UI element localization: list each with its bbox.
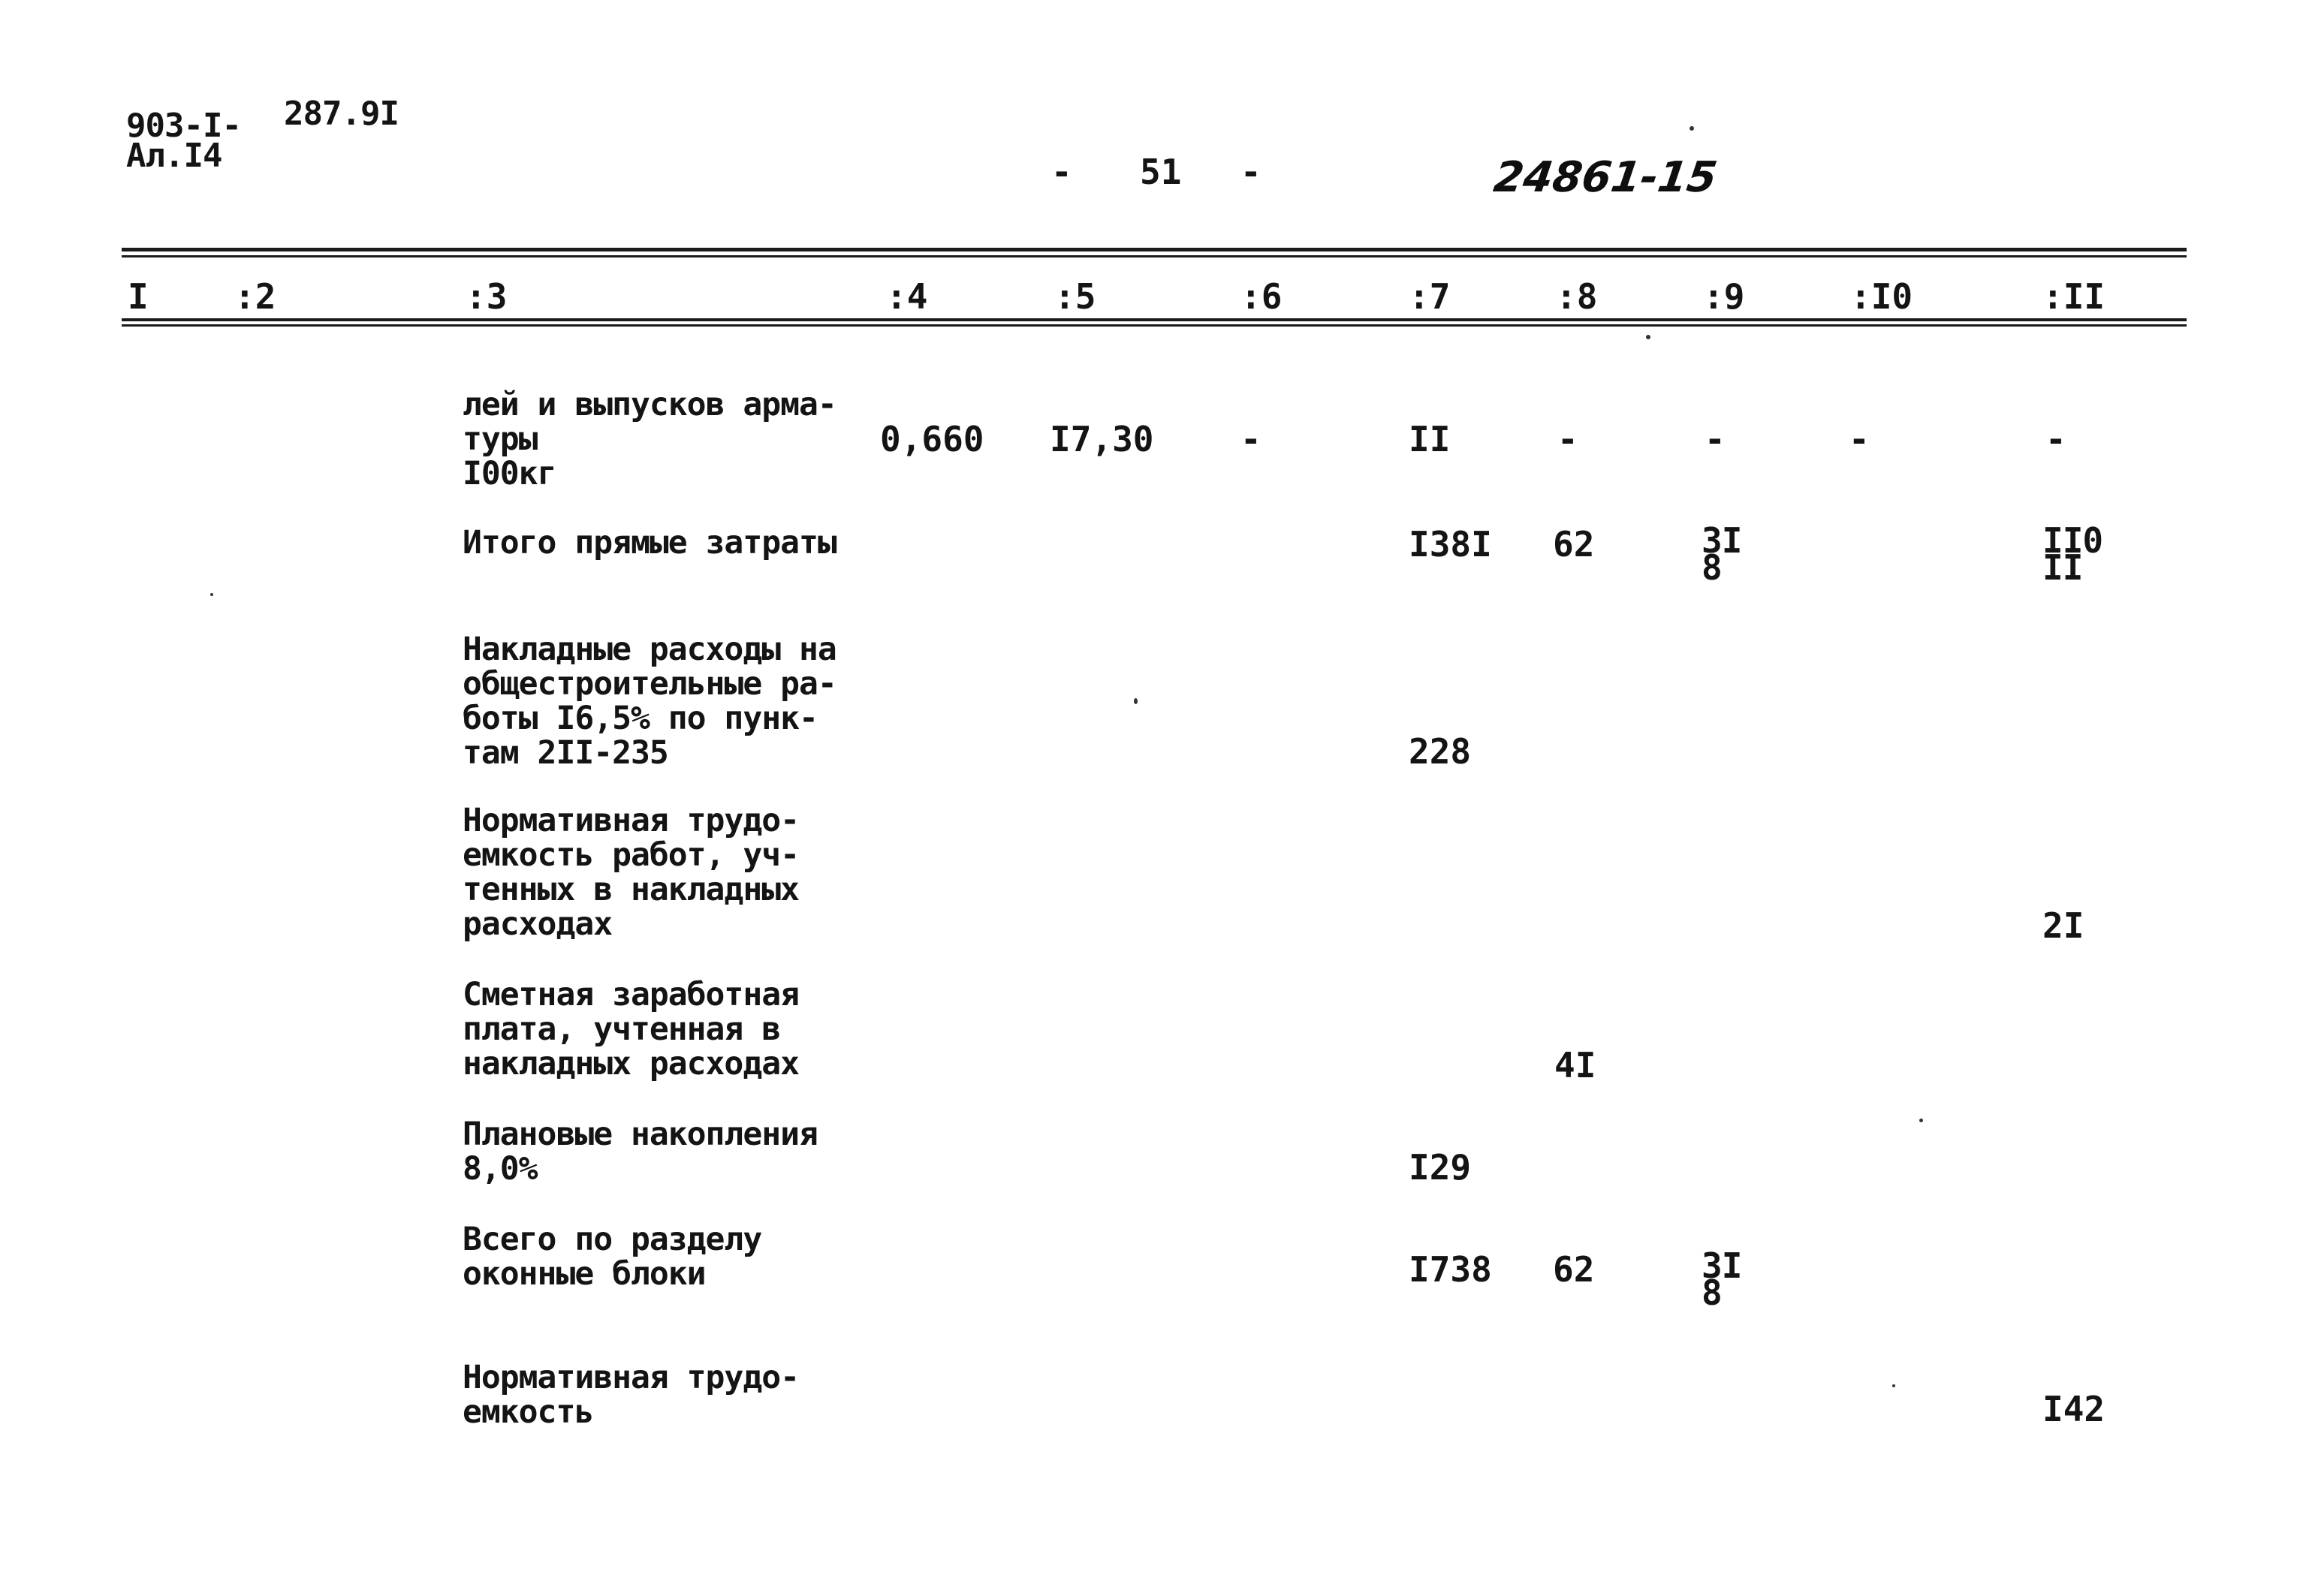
col-header-10: :I0 [1850, 276, 1913, 317]
scan-speck [210, 593, 213, 596]
cell-col8: 62 [1553, 1249, 1595, 1290]
col-header-2: :2 [234, 276, 276, 317]
document-number: 903-I- [126, 107, 241, 145]
row-description: лей и выпусков арма- туры I00кг [463, 386, 836, 492]
header-bottom-rule-2 [122, 324, 2187, 327]
row-description: Итого прямые затраты [463, 524, 836, 562]
row-description: Нормативная трудо- емкость [463, 1359, 799, 1431]
page-dash-right: - [1240, 152, 1262, 192]
col-header-1: I [128, 276, 149, 317]
row-description: Нормативная трудо- емкость работ, уч- тенных в накладных расходах [463, 802, 799, 943]
cell-col9: 3I 8 [1702, 520, 1742, 588]
cell-col8: 62 [1553, 524, 1595, 565]
cell-col8: 4I [1554, 1045, 1596, 1086]
cell-col10: - [1849, 419, 1870, 459]
col-header-8: :8 [1556, 276, 1598, 317]
col-header-7: :7 [1409, 276, 1451, 317]
cell-col11: - [2045, 419, 2066, 459]
scan-speck [1892, 1384, 1895, 1387]
page-dash-left: - [1051, 152, 1072, 192]
row-description: Сметная заработная плата, учтенная в накладных расходах [463, 976, 799, 1083]
col-header-4: :4 [886, 276, 928, 317]
cell-col11: I42 [2042, 1389, 2106, 1429]
scan-speck [1134, 698, 1138, 704]
row-description: Всего по разделу оконные блоки [463, 1221, 762, 1293]
cell-col7: I738 [1409, 1249, 1492, 1290]
cell-col6: - [1240, 419, 1262, 459]
sheet-code: 287.9I [284, 95, 399, 133]
cell-col5: I7,30 [1050, 419, 1154, 459]
scan-speck [1919, 1119, 1923, 1122]
row-description: Плановые накопления 8,0% [463, 1116, 818, 1188]
col-header-9: :9 [1703, 276, 1745, 317]
cell-col8: - [1557, 419, 1578, 459]
page-number: 51 [1140, 152, 1182, 192]
col-header-5: :5 [1054, 276, 1096, 317]
cell-col7: I38I [1409, 524, 1492, 565]
album-number: Ал.I4 [126, 137, 222, 175]
top-rule-2 [122, 255, 2187, 257]
cell-col9: 3I 8 [1702, 1245, 1742, 1313]
header-bottom-rule-1 [122, 318, 2187, 321]
cell-col11: 2I [2042, 905, 2084, 946]
top-rule-1 [122, 248, 2187, 251]
cell-col11: II0 II [2042, 520, 2103, 588]
col-header-6: :6 [1240, 276, 1283, 317]
cell-col7: II [1409, 419, 1451, 459]
cell-col7: I29 [1409, 1147, 1472, 1188]
cell-col4: 0,660 [880, 419, 984, 459]
col-header-11: :II [2042, 276, 2106, 317]
scan-speck [1646, 335, 1650, 339]
row-description: Накладные расходы на общестроительные ра- боты I6,5% по пунк- там 2II-235 [463, 631, 836, 772]
col-header-3: :3 [466, 276, 508, 317]
cell-col9: - [1705, 419, 1726, 459]
cell-col7: 228 [1409, 731, 1472, 772]
handwritten-stamp: 24861-15 [1491, 153, 1720, 202]
scan-speck [1690, 126, 1694, 131]
